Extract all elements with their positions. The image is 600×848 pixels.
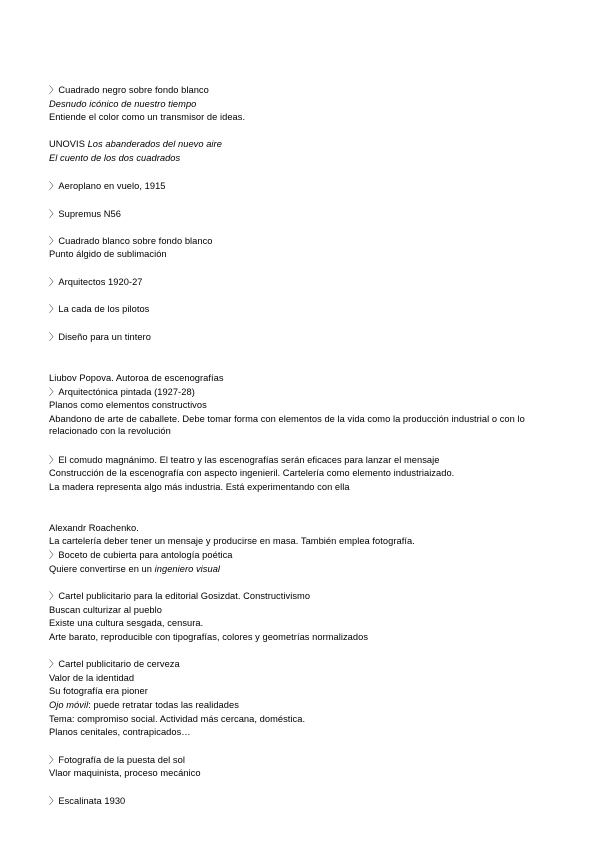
text-line (49, 386, 195, 398)
text-span: Construcción de la escenografía con aspecto ingenieril. Cartelería como elemento industriaizado. (49, 468, 455, 478)
text-span: Liubov Popova. Autoroa de escenografías (49, 373, 224, 383)
text-span: 〉Escalinata 1930 (49, 796, 126, 806)
text-span: Buscan culturizar al pueblo (49, 605, 162, 615)
text-span: Abandono de arte de caballete. Debe tomar forma con elementos de la vida como la producción industrial o con lo relacionado con la revolución (49, 414, 525, 436)
italic-span: ingeniero visual (154, 564, 221, 574)
text-line (49, 604, 162, 616)
text-line (49, 372, 224, 384)
text-line (49, 98, 196, 110)
text-span: Arte barato, reproducible con tipografías, colores y geometrías normalizados (49, 632, 369, 642)
text-line (49, 726, 191, 738)
text-span: 〉El comudo magnánimo. El teatro y las escenografías serán eficaces para lanzar el mensaje (49, 455, 440, 465)
text-span: 〉Cartel publicitario de cerveza (49, 659, 180, 669)
text-span: UNOVIS (49, 139, 88, 149)
text-span: 〉Cartel publicitario para la editorial Gosizdat. Constructivismo (49, 591, 311, 601)
text-line (49, 617, 203, 629)
text-line (49, 767, 201, 779)
text-span: 〉Arquitectos 1920-27 (49, 277, 143, 287)
text-line (49, 658, 180, 670)
italic-span: Los abanderados del nuevo aire (87, 139, 222, 149)
text-span: 〉Arquitectónica pintada (1927-28) (49, 387, 195, 397)
text-span: Existe una cultura sesgada, censura. (49, 618, 204, 628)
text-span: 〉Cuadrado negro sobre fondo blanco (49, 85, 209, 95)
text-span: Su fotografía era pioner (49, 686, 148, 696)
text-line (49, 152, 180, 164)
text-line (49, 331, 151, 343)
text-span: 〉Diseño para un tintero (49, 332, 151, 342)
text-span: Entiende el color como un transmisor de ideas. (49, 112, 246, 122)
text-line (49, 208, 121, 220)
text-line (49, 454, 439, 466)
text-line (49, 713, 305, 725)
text-line (49, 795, 125, 807)
text-line (49, 522, 139, 534)
text-line (49, 631, 368, 643)
italic-span: El cuento de los dos cuadrados (49, 153, 181, 163)
text-span: La madera representa algo más industria. Está experimentando con ella (49, 482, 350, 492)
text-line (49, 84, 209, 96)
text-span: 〉Supremus N56 (49, 209, 121, 219)
text-line (49, 303, 149, 315)
text-line (49, 413, 544, 437)
text-line (49, 111, 245, 123)
text-span: La cartelería deber tener un mensaje y producirse en masa. También emplea fotografía. (49, 536, 415, 546)
text-line (49, 685, 148, 697)
text-span: 〉Cuadrado blanco sobre fondo blanco (49, 236, 213, 246)
text-span: 〉Aeroplano en vuelo, 1915 (49, 181, 166, 191)
text-line (49, 180, 166, 192)
text-line (49, 481, 350, 493)
text-line (49, 235, 213, 247)
text-span: 〉Fotografía de la puesta del sol (49, 755, 185, 765)
text-span: 〉Boceto de cubierta para antología poética (49, 550, 233, 560)
text-span: : puede retratar todas las realidades (88, 700, 239, 710)
text-span: Planos como elementos constructivos (49, 400, 207, 410)
text-line (49, 467, 454, 479)
text-span: Valor de la identidad (49, 673, 135, 683)
text-span: Punto álgido de sublimación (49, 249, 167, 259)
text-span: 〉La cada de los pilotos (49, 304, 150, 314)
text-line (49, 535, 415, 547)
text-line (49, 754, 185, 766)
italic-span: Ojo móvil (49, 700, 89, 710)
text-line (49, 399, 207, 411)
text-line (49, 549, 233, 561)
text-line (49, 276, 143, 288)
italic-span: Desnudo icónico de nuestro tiempo (49, 99, 197, 109)
text-line (49, 248, 167, 260)
text-line (49, 672, 134, 684)
text-span: Planos cenitales, contrapicados… (49, 727, 191, 737)
text-line (49, 138, 222, 150)
text-line (49, 699, 239, 711)
text-span: Vlaor maquinista, proceso mecánico (49, 768, 201, 778)
text-span: Alexandr Roachenko. (49, 523, 139, 533)
text-line (49, 590, 310, 602)
text-line (49, 563, 220, 575)
text-span: Quiere convertirse en un (49, 564, 155, 574)
text-span: Tema: compromiso social. Actividad más cercana, doméstica. (49, 714, 306, 724)
